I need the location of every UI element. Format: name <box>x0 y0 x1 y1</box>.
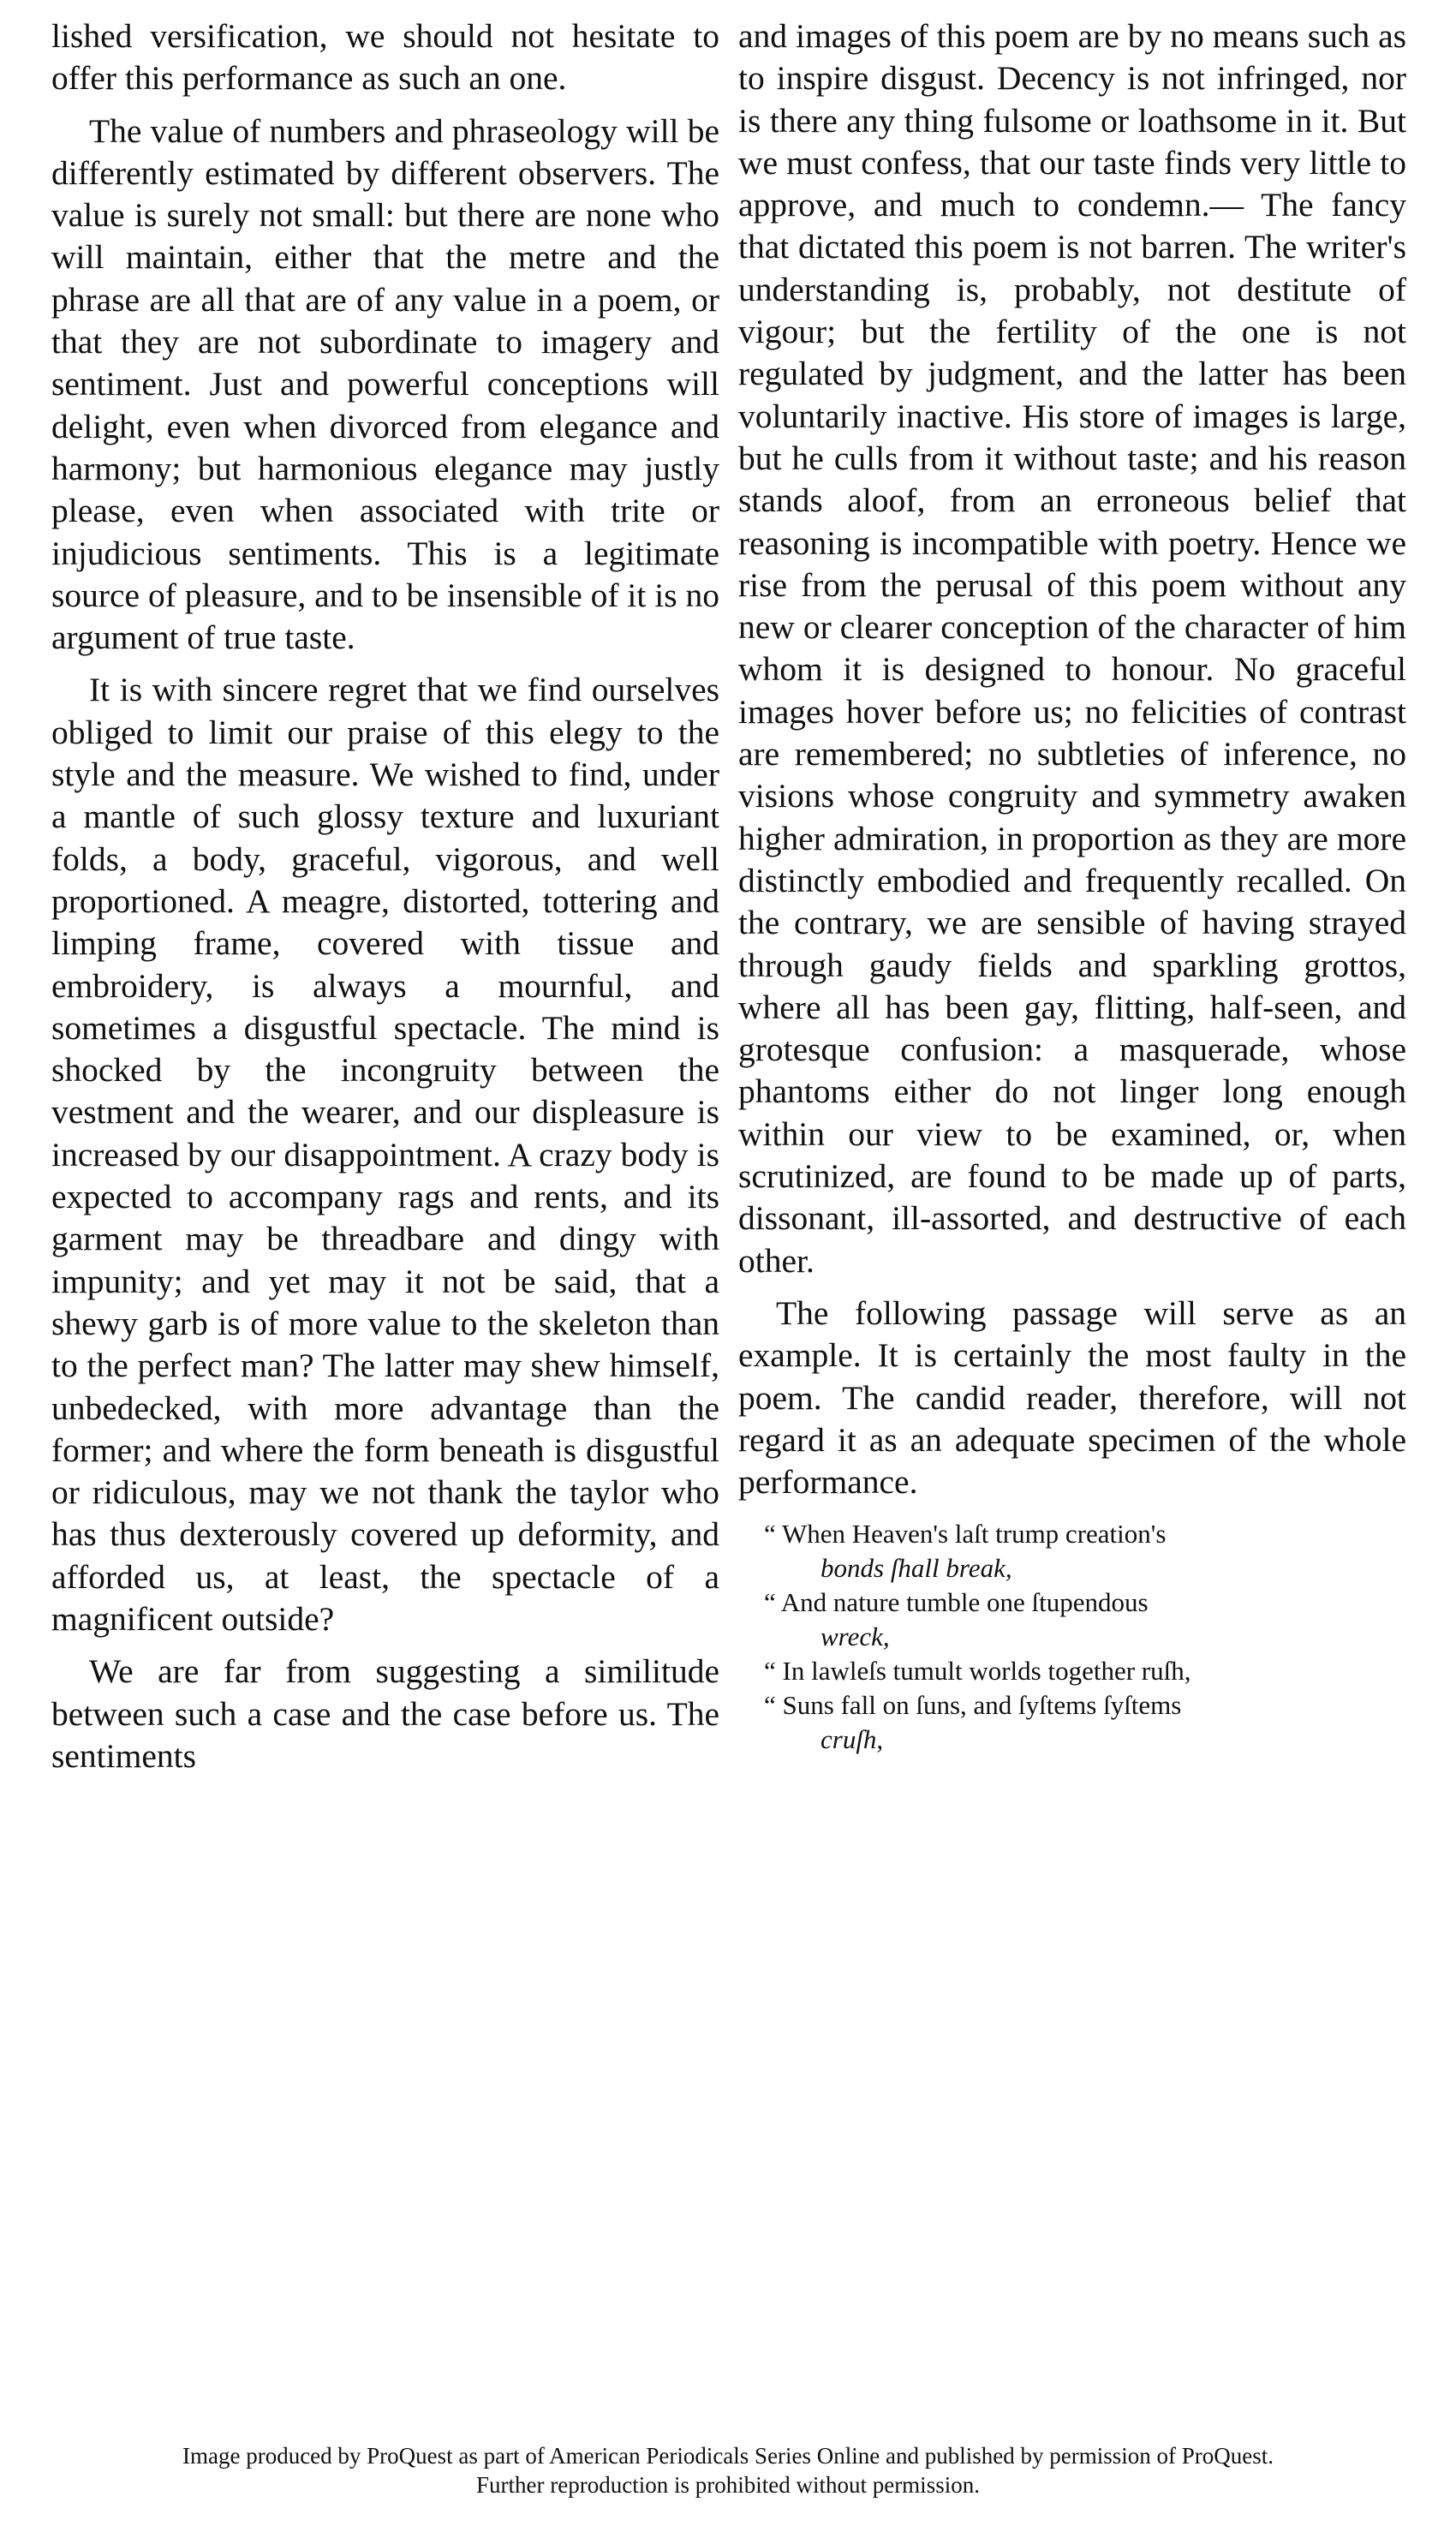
quote-line: “ In lawleſs tumult worlds together ruſh, <box>764 1656 1191 1687</box>
paragraph-sincere-regret: It is with sincere regret that we find ourselves obliged to limit our praise of this elegy to the style and the measure. We wished to find, under a mantle of such glossy texture and luxuriant folds, a body, graceful, vigorous, and well proportioned. A meagre, distorted, tottering and limping frame, covered with tissue and embroidery, is always a mournful, and sometimes a disgustful spectacle. The mind is shocked by the incongruity between the vestment and the wearer, and our displeasure is increased by our disappointment. A crazy body is expected to accompany rags and rents, and its garment may be threadbare and dingy with impunity; and yet may it not be said, that a shewy garb is of more value to the skeleton than to the perfect man? The latter may shew himself, unbedecked, with more advantage than the former; and where the form beneath is disgustful or ridiculous, may we not thank the taylor who has thus dexterously covered up deformity, and afforded us, at least, the spectacle of a magnificent outside? <box>51 671 719 1638</box>
paragraph-similitude: We are far from suggesting a similitude between such a case and the case before us. The sentiments <box>51 1652 719 1775</box>
quote-line-continuation: wreck, <box>820 1621 890 1652</box>
paragraph-images-of-poem: and images of this poem are by no means such as to inspire disgust. Decency is not infringed, nor is there any thing fulsome or loathsome in it. But we must confess, that our taste finds very little to approve, and much to condemn.— The fancy that dictated this poem is not barren. The writer's understanding is, probably, not destitute of vigour; but the fertility of the one is not regulated by judgment, and the latter has been voluntarily inactive. His store of images is large, but he culls from it without taste; and his reason stands aloof, from an erroneous belief that reasoning is incompatible with poetry. Hence we rise from the perusal of this poem without any new or clearer conception of the character of him whom it is designed to honour. No graceful images hover before us; no felicities of contrast are remembered; no subtleties of inference, no visions whose congruity and symmetry awaken higher admiration, in proportion as they are more distinctly embodied and frequently recalled. On the contrary, we are sensible of having strayed through gaudy fields and sparkling grottos, where all has been gay, flitting, half-seen, and grotesque confusion: a masquerade, whose phantoms either do not linger long enough within our view to be examined, or, when scrutinized, are found to be made up of parts, dissonant, ill-assorted, and destructive of each other. <box>738 17 1406 1280</box>
paragraph-following-passage: The following passage will serve as an example. It is certainly the most faulty in the poem. The candid reader, therefore, will not regard it as an adequate specimen of the whole performance. <box>738 1293 1406 1502</box>
left-column <box>51 15 719 1777</box>
footer-line-reproduction: Further reproduction is prohibited without permission. <box>476 2472 980 2498</box>
quote-line-continuation: bonds ſhall break, <box>820 1553 1012 1584</box>
quote-line: “ When Heaven's laſt trump creation's <box>764 1519 1167 1550</box>
footer-line-permission: Image produced by ProQuest as part of American Periodicals Series Online and published by permission of ProQuest. <box>182 2443 1274 2469</box>
poem-quotation <box>738 1517 1406 1757</box>
quote-line: “ Suns fall on ſuns, and ſyſtems ſyſtems <box>764 1690 1182 1721</box>
quote-line: “ And nature tumble one ſtupendous <box>764 1587 1149 1618</box>
quote-line-continuation: cruſh, <box>820 1724 884 1755</box>
right-column <box>738 15 1406 1757</box>
proquest-footer <box>0 2441 1456 2499</box>
paragraph-value-of-numbers: The value of numbers and phraseology will be differently estimated by different observers. The value is surely not small: but there are none who will maintain, either that the metre and the phrase are all that are of any value in a poem, or that they are not subordinate to imagery and sentiment. Just and powerful conceptions will delight, even when divorced from elegance and harmony; but harmonious elegance may justly please, even when associated with trite or injudicious sentiments. This is a legitimate source of pleasure, and to be insensible of it is no argument of true taste. <box>51 111 719 657</box>
paragraph-continuation: lished versification, we should not hesitate to offer this performance as such an one. <box>51 17 719 98</box>
